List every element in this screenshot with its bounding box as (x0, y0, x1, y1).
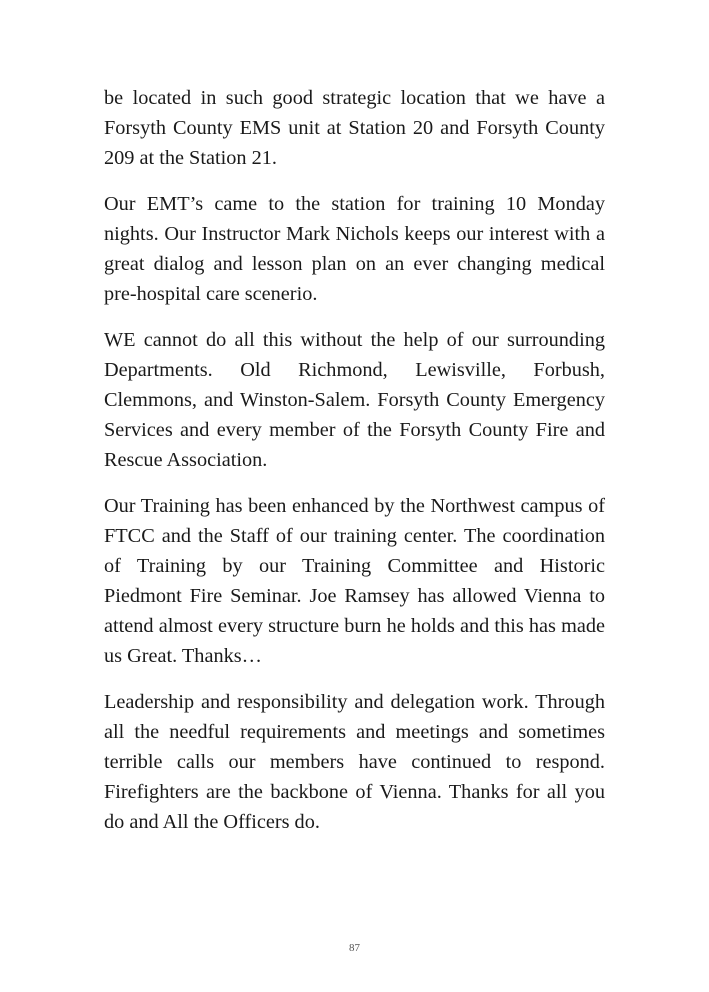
paragraph-strategic-location: be located in such good strategic location that we have a Forsyth County EMS unit at Station 20 and Forsyth County 209 at the Station 21. (104, 87, 605, 169)
page-number: 87 (349, 942, 360, 954)
paragraph-training-enhanced: Our Training has been enhanced by the Northwest campus of FTCC and the Staff of our training center. The coordination of Training by our Training Committee and Historic Piedmont Fire Seminar. Joe Ramsey has allowed Vienna to attend almost every structure burn he holds and this has made us Great. Thanks… (104, 495, 605, 667)
page-body (104, 83, 605, 837)
paragraph-surrounding-departments: WE cannot do all this without the help of our surrounding Departments. Old Richmond, Lewisville, Forbush, Clemmons, and Winston-Salem. Forsyth County Emergency Services and every member of the Forsyth County Fire and Rescue Association. (104, 329, 605, 471)
paragraph-emt-training: Our EMT’s came to the station for training 10 Monday nights. Our Instructor Mark Nichols keeps our interest with a great dialog and lesson plan on an ever changing medical pre-hospital care scenerio. (104, 193, 605, 305)
paragraph-leadership: Leadership and responsibility and delegation work. Through all the needful requirements and meetings and sometimes terrible calls our members have continued to respond. Firefighters are the backbone of Vienna. Thanks for all you do and All the Officers do. (104, 691, 605, 833)
